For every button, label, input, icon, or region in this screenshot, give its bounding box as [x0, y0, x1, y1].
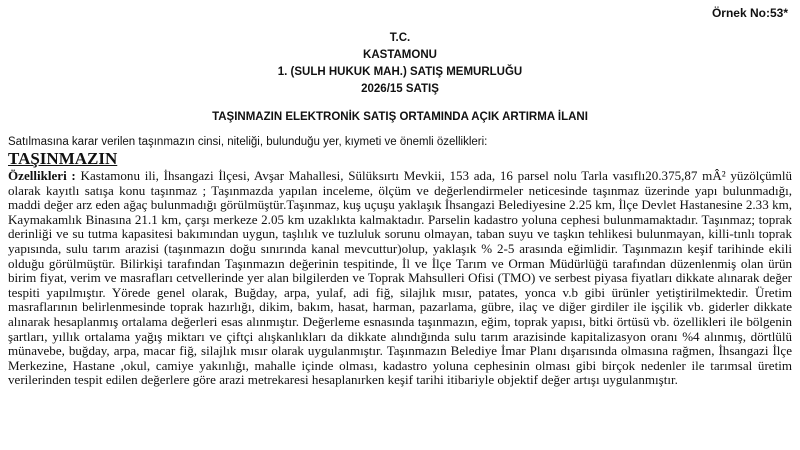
document-header: [0, 30, 800, 98]
city-name: KASTAMONU: [363, 49, 437, 61]
notice-title: TAŞINMAZIN ELEKTRONİK SATIŞ ORTAMINDA AÇIK ARTIRMA İLANI: [212, 111, 588, 123]
features-label: Özellikleri :: [8, 168, 76, 183]
notice-intro: Satılmasına karar verilen taşınmazın cinsi, niteliği, bulunduğu yer, kıymeti ve önemli özellikleri:: [8, 136, 488, 148]
republic-label: T.C.: [389, 32, 411, 44]
office-name: 1. (SULH HUKUK MAH.) SATIŞ MEMURLUĞU: [277, 66, 523, 78]
file-number: 2026/15 SATIŞ: [361, 83, 439, 95]
section-title: TAŞINMAZIN: [8, 149, 118, 168]
features-text: Kastamonu ili, İhsangazi İlçesi, Avşar Mahallesi, Sülüksırtı Mevkii, 153 ada, 16 parsel nolu Tarla vasıflı20.375,87 mÂ² yüzölçümlü olarak kayıtlı satışa konu taşınmaz ; Taşınmazda yapılan inceleme, ölçüm ve değerlendirmeler neticesinde taşınmaz üzerinde yapı bulunmadığı, maddi değer arz eden ağaç bulunmadığı görülmüştür.Taşınmaz, kuş uçuşu yaklaşık İhsangazi Belediyesine 2.25 km, İlçe Devlet Hastanesine 2.33 km, Kaymakamlık Binasına 21.1 km, çarşı merkeze 2.05 km uzaklıkta kalmaktadır. Parselin kadastro yoluna cephesi bulunmamaktadır. Taşınmaz; toprak derinliği ve su tutma kapasitesi bakımından uygun, taşlılık ve tuzluluk sorunu olmayan, taban suyu ve taşkın tehlikesi bulunmayan, killi-tınlı toprak yapısında, sulu tarım arazisi (taşınmazın doğu sınırında kanal mevcuttur)olup, yaklaşık % 2-5 arasında eğimlidir. Taşınmazın keşif tarihinde ekili olduğu görülmüştür. Bilirkişi tarafından Taşınmazın değerinin tespitinde, İl ve İlçe Tarım ve Orman Müdürlüğü tarafından düzenlenmiş olan ürün birim fiyat, verim ve masrafları cetvellerinde yer alan bilgilerden ve Toprak Mahsulleri Ofisi (TMO) ve serbest piyasa fiyatları dikkate alınarak değer tespiti yapılmıştır. Yörede genel olarak, Buğday, arpa, yulaf, adi fiğ, silajlık mısır, patates, yonca v.b gibi ürünler yetiştirilmektedir. Üretim masraflarının belirlenmesinde toprak hazırlığı, dikim, bakım, hasat, harman, pazarlama, gübre, ilaç ve diğer girdiler ile işçilik vb. giderler dikkate alınarak hesaplanmış ortalama değerleri esas alınmıştır. Değerleme esnasında taşınmazın, eğim, toprak yapısı, bitki örtüsü vb. özellikleri ile bölgenin şartları, yıllık ortalama yağış miktarı ve çiftçi alışkanlıkları da dikkate alındığında sulu tarım arazisinde kapitalizasyon oranı %4 alınmış, dörtlülü münavebe, buğday, arpa, macar fiğ, silajlık mısır olarak uygulanmıştır. Taşınmazın Belediye İmar Planı dışarısında olmasına rağmen, İhsangazi İlçe Merkezine, Hastane ,okul, camiye yakınlığı, mahalle içinde olması, kadastro yoluna cephesinin olması gibi birçok nedenler ile tarımsal üretim verilerinden tespit edilen değerlere göre arazi metrekaresi hesaplanırken keşif tarihi itibariyle objektif değer artışı uygulanmıştır.: [8, 168, 792, 388]
sample-number: Örnek No:53*: [711, 6, 788, 20]
property-features: [8, 169, 792, 388]
